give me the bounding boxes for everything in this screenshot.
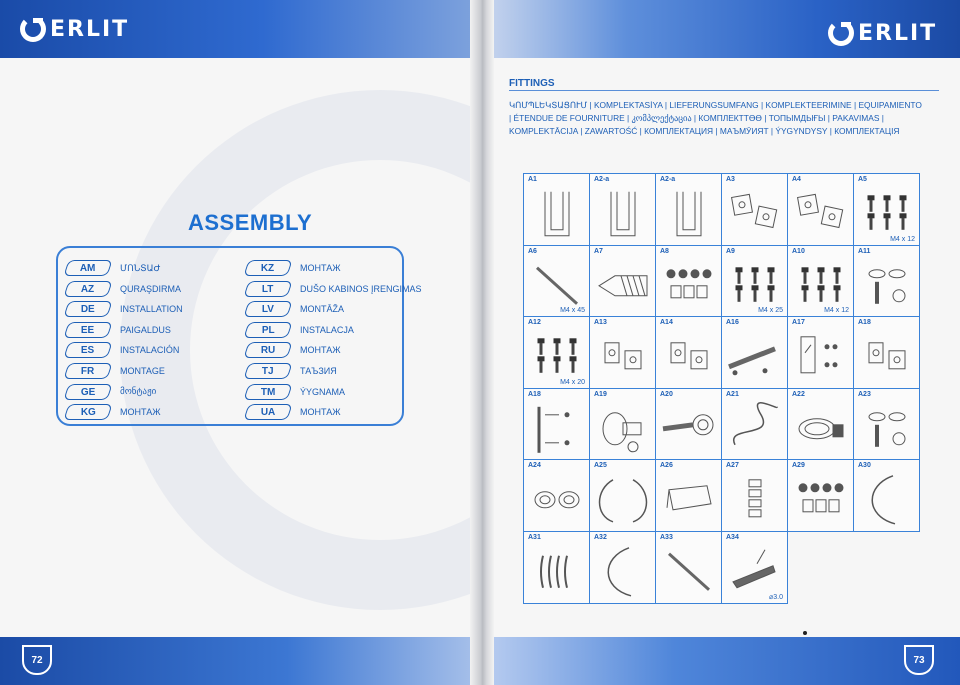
language-code: FR	[81, 365, 95, 377]
part-code: A22	[792, 390, 805, 398]
part-cell-a9	[721, 245, 788, 318]
part-cell-a13	[589, 316, 656, 389]
part-code: A16	[726, 319, 739, 327]
language-code: UA	[260, 406, 276, 418]
part-code: A14	[660, 319, 673, 327]
language-code-badge	[63, 404, 112, 420]
language-label: МОНТАЖ	[300, 263, 341, 273]
part-cell-a29	[787, 459, 854, 532]
part-code: A9	[726, 247, 735, 255]
part-code: A19	[594, 390, 607, 398]
part-code: A33	[660, 534, 673, 541]
bracket-plates-icon	[788, 174, 854, 246]
part-cell-a5	[853, 173, 920, 246]
book-gutter	[470, 0, 494, 685]
part-cell-a10	[787, 245, 854, 318]
bracket-plates-icon	[722, 174, 788, 246]
part-code: A17	[792, 319, 805, 327]
language-label: INSTALACJA	[300, 324, 354, 335]
part-cell-a18	[523, 388, 590, 461]
language-code-badge	[243, 281, 292, 297]
part-code: A23	[858, 390, 871, 398]
language-row-tj	[246, 362, 337, 380]
brand-name: ERLIT	[50, 16, 130, 42]
part-cell-a31	[523, 531, 590, 604]
fittings-rule	[509, 90, 939, 91]
language-label: MONTĀŽA	[300, 304, 344, 315]
left-page	[0, 0, 478, 685]
part-cell-a6	[523, 245, 590, 318]
language-code-badge	[63, 260, 112, 276]
fittings-translations-line: ԿՈՄՊԼԵԿՏԱՑՈՒՄ | KOMPLEKTASİYA | LIEFERUNGSUMFANG | KOMPLEKTEERIMINE | EQUIPAMIENTO	[509, 100, 922, 110]
part-cell-a25	[589, 459, 656, 532]
part-code: A20	[660, 390, 673, 398]
language-code: LV	[261, 303, 275, 315]
angled-profile-icon	[656, 174, 722, 246]
part-code: A34	[726, 534, 739, 541]
language-row-ua	[246, 403, 341, 421]
language-code: AZ	[81, 283, 95, 295]
fittings-translations-line: | ÉTENDUE DE FOURNITURE | კომპლექტაცია | КОМПЛЕКТТӨӨ | ТОПЫМДЫҒЫ | PAKAVIMAS |	[509, 113, 884, 123]
part-cell-a33	[655, 531, 722, 604]
u-profile-icon	[590, 174, 656, 246]
arc-seal-icon	[854, 460, 920, 532]
part-spec: M4 x 12	[824, 307, 849, 315]
part-code: A8	[660, 247, 669, 255]
part-code: A31	[528, 534, 541, 541]
language-code: PL	[261, 324, 275, 336]
seals-icon	[590, 460, 656, 532]
language-label: DUŠO KABINOS ĮRENGIMAS	[300, 283, 422, 294]
language-label: ÝYGNAMA	[300, 386, 346, 397]
language-code-badge	[243, 363, 292, 379]
bottom-band	[0, 637, 478, 685]
part-code: A30	[858, 462, 871, 470]
page-number-text: 73	[913, 654, 925, 666]
bolt-nut-icon	[854, 246, 920, 318]
language-label: PAIGALDUS	[120, 324, 171, 335]
language-row-ee	[66, 321, 171, 339]
bottom-band	[484, 637, 960, 685]
part-code: A24	[528, 462, 541, 470]
language-code: LT	[262, 283, 274, 295]
language-code: GE	[80, 386, 96, 398]
language-code: KZ	[261, 262, 275, 274]
part-cell-a23	[853, 388, 920, 461]
part-cell-a30	[853, 459, 920, 532]
language-code-badge	[63, 322, 112, 338]
language-row-de	[66, 300, 183, 318]
part-cell-a2-a	[589, 173, 656, 246]
language-code: KG	[80, 406, 96, 418]
part-cell-a3	[721, 173, 788, 246]
language-row-az	[66, 280, 181, 298]
language-row-fr	[66, 362, 165, 380]
part-cell-a7	[589, 245, 656, 318]
fitting-icon	[854, 389, 920, 461]
language-code: TM	[260, 386, 276, 398]
part-spec: M4 x 45	[560, 307, 585, 315]
part-cell-a22	[787, 388, 854, 461]
page-number	[904, 645, 934, 675]
language-code-badge	[243, 301, 292, 317]
dowel-icon	[590, 246, 656, 318]
logo-mark-icon	[828, 20, 854, 46]
language-row-pl	[246, 321, 354, 339]
language-label: ՄՈՆՏԱԺ	[120, 262, 161, 273]
part-cell-a2-a	[655, 173, 722, 246]
logo-mark-icon	[20, 16, 46, 42]
part-cell-a19	[589, 388, 656, 461]
part-cell-a24	[523, 459, 590, 532]
brand-logo	[828, 20, 937, 46]
part-spec: M4 x 20	[560, 378, 585, 386]
language-code: ES	[81, 344, 95, 356]
part-spec: M4 x 25	[758, 307, 783, 315]
rod-icon	[656, 532, 722, 604]
print-speck	[803, 631, 807, 635]
language-code-badge	[243, 342, 292, 358]
part-code: A7	[594, 247, 603, 255]
arc-seal-icon	[590, 532, 656, 604]
language-code: TJ	[262, 365, 274, 377]
language-code-badge	[63, 342, 112, 358]
wall-profile-icon	[524, 174, 590, 246]
slide-bar-icon	[524, 389, 590, 461]
language-label: ТАЪЗИЯ	[300, 366, 337, 376]
language-code: AM	[80, 262, 96, 274]
language-code-badge	[63, 384, 112, 400]
part-cell-a8	[655, 245, 722, 318]
part-cell-a12	[523, 316, 590, 389]
part-code: A25	[594, 462, 607, 470]
part-code: A3	[726, 176, 735, 183]
part-code: A18	[858, 319, 871, 327]
parts-grid	[523, 173, 919, 603]
part-code: A21	[726, 390, 739, 398]
part-code: A6	[528, 247, 537, 255]
language-code-badge	[243, 260, 292, 276]
language-code: DE	[81, 303, 95, 315]
strips-icon	[524, 532, 590, 604]
part-code: A29	[792, 462, 805, 470]
clip-set-icon	[656, 246, 722, 318]
language-code-badge	[243, 322, 292, 338]
part-code: A4	[792, 176, 801, 183]
page-number	[22, 645, 52, 675]
language-code-badge	[243, 384, 292, 400]
part-cell-a11	[853, 245, 920, 318]
hose-icon	[722, 389, 788, 461]
part-cell-a32	[589, 531, 656, 604]
language-label: МОНТАЖ	[300, 345, 341, 356]
part-cell-a21	[721, 388, 788, 461]
hinge-icon	[590, 317, 656, 389]
language-code-badge	[63, 363, 112, 379]
part-cell-a17	[787, 316, 854, 389]
part-cell-a20	[655, 388, 722, 461]
assembly-title: ASSEMBLY	[188, 210, 313, 235]
language-row-kz	[246, 259, 341, 277]
fittings-translations-line: KOMPLEKTĀCIJA | ZAWARTOŚĆ | КОМПЛЕКТАЦИЯ | МАЪМӮИЯТ | ÝYGYNDYSY | КОМПЛЕКТАЦІЯ	[509, 126, 900, 136]
language-row-ge	[66, 383, 156, 401]
part-cell-a27	[721, 459, 788, 532]
holder-icon	[854, 317, 920, 389]
gaskets-icon	[524, 460, 590, 532]
language-row-es	[66, 341, 179, 359]
part-code: A5	[858, 176, 867, 183]
part-cell-a4	[787, 173, 854, 246]
language-code-badge	[63, 301, 112, 317]
language-row-kg	[66, 403, 161, 421]
shelf-icon	[656, 460, 722, 532]
part-cell-a14	[655, 316, 722, 389]
part-code: A13	[594, 319, 607, 327]
part-code: A27	[726, 462, 739, 470]
hinge-icon	[656, 317, 722, 389]
part-code: A12	[528, 319, 541, 327]
part-spec: M4 x 12	[890, 235, 915, 243]
part-cell-a1	[523, 173, 590, 246]
language-code-badge	[243, 404, 292, 420]
part-code: A1	[528, 176, 537, 183]
water-outlet-icon	[590, 389, 656, 461]
mirror-icon	[788, 317, 854, 389]
part-code: A18	[528, 390, 541, 398]
language-code-badge	[63, 281, 112, 297]
language-row-tm	[246, 383, 345, 401]
part-cell-a26	[655, 459, 722, 532]
brand-logo	[20, 16, 129, 42]
hand-shower-icon	[656, 389, 722, 461]
part-code: A10	[792, 247, 805, 255]
clamp-ring-icon	[788, 389, 854, 461]
language-label: INSTALACIÓN	[120, 345, 180, 356]
part-cell-a18	[853, 316, 920, 389]
part-code: A32	[594, 534, 607, 541]
handle-bar-icon	[722, 317, 788, 389]
part-code: A2-a	[594, 176, 610, 183]
language-row-lt	[246, 280, 422, 298]
language-label: МОНТАЖ	[300, 407, 341, 418]
part-code: A11	[858, 247, 871, 255]
language-label: МОНТАЖ	[120, 407, 161, 418]
brand-name: ERLIT	[858, 20, 938, 46]
part-spec: ⌀3.0	[769, 593, 783, 601]
fittings-title: FITTINGS	[509, 78, 555, 89]
language-code: RU	[260, 344, 276, 356]
language-row-am	[66, 259, 160, 277]
page-number-text: 72	[31, 654, 43, 666]
language-code: EE	[81, 324, 95, 336]
language-label: INSTALLATION	[120, 304, 183, 315]
part-code: A2-a	[660, 176, 676, 183]
connector-icon	[722, 460, 788, 532]
part-cell-a34	[721, 531, 788, 604]
language-row-ru	[246, 341, 341, 359]
language-label: QURAŞDIRMA	[120, 283, 182, 294]
language-label: მონტაჟი	[120, 386, 157, 397]
language-row-lv	[246, 300, 344, 318]
part-cell-a16	[721, 316, 788, 389]
part-code: A26	[660, 462, 673, 470]
language-label: MONTAGE	[120, 366, 165, 376]
valve-set-icon	[788, 460, 854, 532]
